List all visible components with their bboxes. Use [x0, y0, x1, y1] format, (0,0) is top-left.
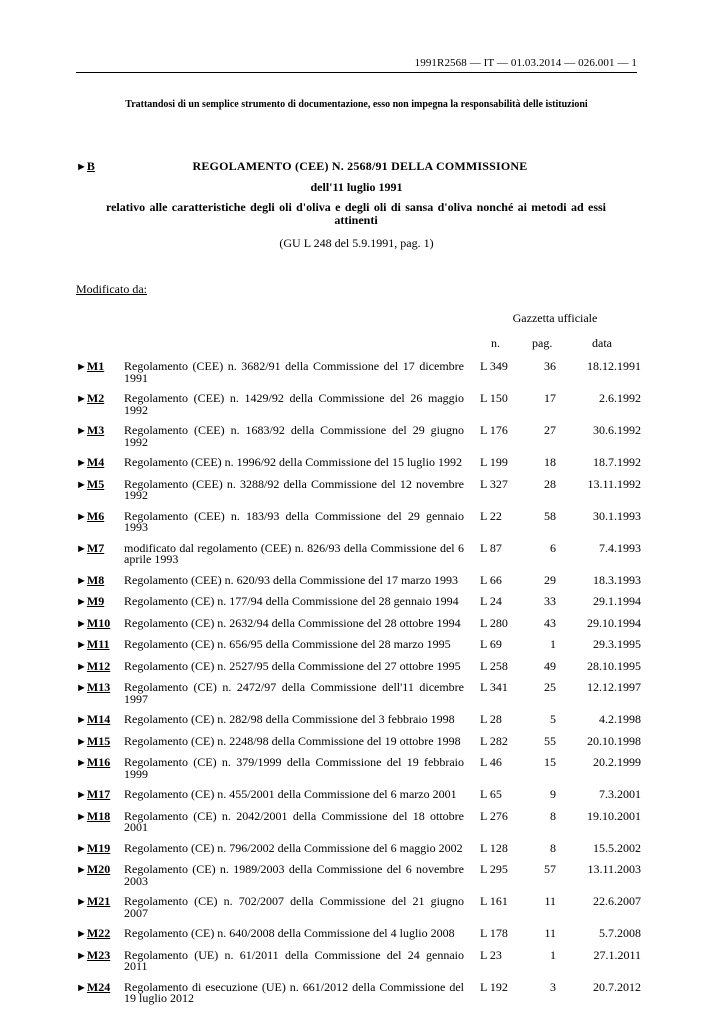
- arrow-right-icon: ►: [76, 714, 87, 726]
- amendment-marker: [76, 864, 124, 887]
- amendment-marker: [76, 896, 124, 919]
- arrow-right-icon: ►: [76, 161, 87, 173]
- table-row: [76, 615, 641, 631]
- amendment-marker-link[interactable]: M21: [86, 894, 111, 908]
- amendment-marker-link[interactable]: M23: [86, 947, 111, 962]
- arrow-right-icon: ►: [76, 735, 87, 748]
- gazette-number: L 341: [480, 680, 508, 694]
- amendment-marker: [76, 639, 124, 652]
- table-row: [76, 425, 641, 448]
- gazette-date: 18.12.1991: [587, 359, 641, 373]
- gazette-date: 28.10.1995: [587, 658, 641, 673]
- table-row: [76, 947, 641, 973]
- gazette-date: 30.6.1992: [593, 423, 641, 437]
- arrow-right-icon: ►: [76, 660, 87, 673]
- amendment-marker-link[interactable]: M2: [86, 391, 105, 405]
- gazette-page: 6: [550, 540, 556, 555]
- table-row: [76, 572, 641, 588]
- gazette-page: 18: [544, 455, 556, 469]
- table-row: [76, 808, 641, 834]
- amendment-marker-link[interactable]: M11: [86, 637, 110, 651]
- amendment-marker: [76, 682, 124, 705]
- amendment-marker-link[interactable]: M8: [86, 572, 105, 587]
- arrow-right-icon: ►: [76, 842, 87, 855]
- amendment-description: Regolamento (CE) n. 2472/97 della Commissione dell'11 dicembre 1997: [124, 680, 464, 706]
- disclaimer: Trattandosi di un semplice strumento di documentazione, esso non impegna la responsabilità delle istituzioni: [125, 99, 588, 110]
- gazette-number: L 176: [480, 423, 508, 437]
- gazette-number: L 65: [480, 787, 502, 801]
- gazette-page: 43: [544, 615, 556, 630]
- table-row: [76, 540, 641, 566]
- gazette-page: 25: [544, 680, 556, 694]
- regulation-date: dell'11 luglio 1991: [310, 180, 403, 194]
- amendment-marker: [76, 789, 124, 802]
- arrow-right-icon: ►: [76, 810, 87, 823]
- table-row: [76, 596, 641, 609]
- gazette-number: L 280: [480, 615, 508, 630]
- arrow-right-icon: ►: [76, 864, 87, 876]
- amendment-marker: [76, 979, 124, 1005]
- gazette-number: L 128: [480, 840, 508, 855]
- gazette-page: 9: [550, 787, 556, 801]
- table-row: [76, 361, 641, 384]
- amendment-description: Regolamento (CE) n. 702/2007 della Commissione del 21 giugno 2007: [124, 894, 464, 920]
- amendment-description: Regolamento (CEE) n. 3288/92 della Commissione del 12 novembre 1992: [124, 476, 464, 502]
- amendment-marker-link[interactable]: M5: [86, 476, 105, 491]
- arrow-right-icon: ►: [76, 682, 87, 694]
- arrow-right-icon: ►: [76, 896, 87, 908]
- arrow-right-icon: ►: [76, 928, 87, 940]
- amendment-description: Regolamento (CE) n. 177/94 della Commissione del 28 gennaio 1994: [124, 594, 459, 608]
- arrow-right-icon: ►: [76, 542, 87, 555]
- gazette-date: 7.4.1993: [599, 540, 641, 555]
- amendment-description: Regolamento (CE) n. 656/95 della Commissione del 28 marzo 1995: [124, 637, 451, 651]
- arrow-right-icon: ►: [76, 393, 87, 405]
- amendment-marker: [76, 596, 124, 609]
- regulation-gu-reference: (GU L 248 del 5.9.1991, pag. 1): [279, 236, 434, 250]
- gazette-number: L 23: [480, 947, 502, 962]
- amendment-description: Regolamento (CEE) n. 1683/92 della Commissione del 29 giugno 1992: [124, 423, 464, 449]
- gazette-page: 3: [550, 979, 556, 994]
- gazette-page: 28: [544, 476, 556, 491]
- gazette-date: 13.11.1992: [587, 476, 641, 491]
- arrow-right-icon: ►: [76, 596, 87, 608]
- amendment-marker: [76, 508, 124, 534]
- gazette-date: 4.2.1998: [599, 712, 641, 726]
- gazette-date: 29.10.1994: [587, 615, 641, 630]
- amendment-description: Regolamento (UE) n. 61/2011 della Commissione del 24 gennaio 2011: [124, 947, 464, 973]
- gazette-date: 15.5.2002: [593, 840, 641, 855]
- amendment-marker-link[interactable]: M24: [86, 979, 111, 994]
- gazette-page: 5: [550, 712, 556, 726]
- amendment-description: Regolamento (CE) n. 1989/2003 della Commissione del 6 novembre 2003: [124, 862, 464, 888]
- amendment-marker: [76, 540, 124, 566]
- gazette-date: 20.2.1999: [593, 755, 641, 769]
- gazette-number: L 66: [480, 572, 502, 587]
- arrow-right-icon: ►: [76, 425, 87, 437]
- gazette-date: 18.7.1992: [593, 455, 641, 469]
- column-header-data: data: [592, 336, 612, 350]
- amendment-marker-link[interactable]: M9: [86, 594, 105, 608]
- amendment-marker: [76, 733, 124, 749]
- table-row: [76, 789, 641, 802]
- amendment-description: Regolamento (CE) n. 640/2008 della Commissione del 4 luglio 2008: [124, 926, 455, 940]
- amendment-description: Regolamento (CE) n. 379/1999 della Commissione del 19 febbraio 1999: [124, 755, 464, 781]
- gazette-date: 2.6.1992: [599, 391, 641, 405]
- gazette-date: 29.1.1994: [593, 594, 641, 608]
- regulation-subtitle: relativo alle caratteristiche degli oli d'oliva e degli oli di sansa d'oliva nonché ai metodi ad essi attinenti: [106, 200, 606, 227]
- gazette-number: L 199: [480, 455, 508, 469]
- gazette-date: 30.1.1993: [593, 508, 641, 523]
- amendment-description: Regolamento (CEE) n. 1996/92 della Commissione del 15 luglio 1992: [124, 455, 462, 469]
- gazette-date: 7.3.2001: [599, 787, 641, 801]
- table-row: [76, 476, 641, 502]
- amendment-description: Regolamento (CE) n. 2632/94 della Commissione del 28 ottobre 1994: [124, 615, 461, 630]
- amendment-description: Regolamento (CE) n. 2248/98 della Commissione del 19 ottobre 1998: [124, 733, 461, 748]
- gazette-page: 27: [544, 423, 556, 437]
- amendment-marker-link[interactable]: M20: [86, 862, 111, 876]
- arrow-right-icon: ►: [76, 361, 87, 373]
- table-row: [76, 658, 641, 674]
- table-row: [76, 393, 641, 416]
- amendment-marker-link[interactable]: M17: [86, 787, 111, 801]
- table-row: [76, 457, 641, 470]
- amendment-description: Regolamento (CEE) n. 620/93 della Commissione del 17 marzo 1993: [124, 572, 458, 587]
- gazette-number: L 46: [480, 755, 502, 769]
- regulation-title: REGOLAMENTO (CEE) N. 2568/91 DELLA COMMISSIONE: [192, 159, 528, 173]
- gazette-date: 5.7.2008: [599, 926, 641, 940]
- column-header-n: n.: [491, 336, 500, 350]
- gazette-number: L 161: [480, 894, 508, 908]
- gazette-number: L 87: [480, 540, 502, 555]
- gazette-date: 20.7.2012: [593, 979, 641, 994]
- gazette-page: 29: [544, 572, 556, 587]
- amendment-marker-link[interactable]: M16: [86, 755, 111, 769]
- amendment-marker-link[interactable]: M10: [86, 615, 111, 630]
- amendment-description: Regolamento (CE) n. 282/98 della Commissione del 3 febbraio 1998: [124, 712, 455, 726]
- amendment-marker-link[interactable]: M1: [86, 359, 105, 373]
- amendment-description: Regolamento (CE) n. 2527/95 della Commissione del 27 ottobre 1995: [124, 658, 461, 673]
- arrow-right-icon: ►: [76, 757, 87, 769]
- amendment-marker: [76, 615, 124, 631]
- amendment-marker: [76, 476, 124, 502]
- gazette-number: L 192: [480, 979, 508, 994]
- amendment-marker-link[interactable]: M13: [86, 680, 111, 694]
- amendment-marker-link[interactable]: M7: [86, 540, 105, 555]
- arrow-right-icon: ►: [76, 617, 87, 630]
- table-row: [76, 508, 641, 534]
- gazette-page: 11: [544, 926, 556, 940]
- amendment-description: Regolamento (CEE) n. 1429/92 della Commissione del 26 maggio 1992: [124, 391, 464, 417]
- gazette-date: 29.3.1995: [593, 637, 641, 651]
- gazette-date: 13.11.2003: [587, 862, 641, 876]
- amendment-marker: [76, 361, 124, 384]
- amendment-description: Regolamento (CEE) n. 183/93 della Commissione del 29 gennaio 1993: [124, 508, 464, 534]
- amendment-marker: [76, 457, 124, 470]
- gazette-date: 27.1.2011: [593, 947, 641, 962]
- amendment-marker: [76, 393, 124, 416]
- gazette-date: 12.12.1997: [587, 680, 641, 694]
- table-row: [76, 864, 641, 887]
- header-rule: [76, 72, 637, 73]
- amendment-marker-link[interactable]: M14: [86, 712, 111, 726]
- gazette-page: 15: [544, 755, 556, 769]
- table-row: [76, 733, 641, 749]
- table-row: [76, 682, 641, 705]
- gazette-page: 17: [544, 391, 556, 405]
- gazette-number: L 178: [480, 926, 508, 940]
- amendment-marker-link[interactable]: M15: [86, 733, 111, 748]
- arrow-right-icon: ►: [76, 949, 87, 962]
- arrow-right-icon: ►: [76, 574, 87, 587]
- table-row: [76, 979, 641, 1005]
- amendment-description: modificato dal regolamento (CEE) n. 826/93 della Commissione del 6 aprile 1993: [124, 540, 464, 566]
- table-row: [76, 928, 641, 941]
- amendment-description: Regolamento (CEE) n. 3682/91 della Commissione del 17 dicembre 1991: [124, 359, 464, 385]
- gazette-number: L 150: [480, 391, 508, 405]
- gazette-page: 8: [550, 808, 556, 823]
- arrow-right-icon: ►: [76, 510, 87, 523]
- amendment-marker: [76, 425, 124, 448]
- gazette-page: 49: [544, 658, 556, 673]
- column-header-pag: pag.: [532, 336, 553, 350]
- amendment-marker-link[interactable]: M19: [86, 840, 111, 855]
- marker-b-link[interactable]: B: [86, 159, 95, 173]
- gazette-page: 55: [544, 733, 556, 748]
- table-row: [76, 896, 641, 919]
- gazette-number: L 349: [480, 359, 508, 373]
- document-reference: 1991R2568 — IT — 01.03.2014 — 026.001 — 1: [414, 57, 637, 69]
- gazette-header: Gazzetta ufficiale: [512, 311, 598, 325]
- arrow-right-icon: ►: [76, 457, 87, 469]
- gazette-date: 22.6.2007: [593, 894, 641, 908]
- gazette-page: 57: [544, 862, 556, 876]
- table-row: [76, 639, 641, 652]
- amendment-marker: [76, 947, 124, 973]
- amendment-marker: [76, 840, 124, 856]
- amendment-description: Regolamento (CE) n. 796/2002 della Commissione del 6 maggio 2002: [124, 840, 463, 855]
- amendment-marker: [76, 928, 124, 941]
- amendment-marker-link[interactable]: M22: [86, 926, 111, 940]
- amendment-marker: [76, 714, 124, 727]
- gazette-page: 33: [544, 594, 556, 608]
- gazette-page: 36: [544, 359, 556, 373]
- gazette-number: L 22: [480, 508, 502, 523]
- table-row: [76, 840, 641, 856]
- amended-by-label: Modificato da:: [76, 282, 147, 296]
- marker-b: [76, 159, 95, 174]
- amendment-marker-link[interactable]: M3: [86, 423, 105, 437]
- gazette-number: L 282: [480, 733, 508, 748]
- arrow-right-icon: ►: [76, 639, 87, 651]
- amendment-marker-link[interactable]: M4: [86, 455, 105, 469]
- gazette-page: 8: [550, 840, 556, 855]
- gazette-number: L 276: [480, 808, 508, 823]
- gazette-page: 1: [550, 947, 556, 962]
- arrow-right-icon: ►: [76, 981, 87, 994]
- gazette-date: 18.3.1993: [593, 572, 641, 587]
- arrow-right-icon: ►: [76, 478, 87, 491]
- arrow-right-icon: ►: [76, 789, 87, 801]
- amendment-marker-link[interactable]: M18: [86, 808, 111, 823]
- gazette-date: 19.10.2001: [587, 808, 641, 823]
- gazette-number: L 295: [480, 862, 508, 876]
- amendment-marker: [76, 658, 124, 674]
- gazette-number: L 28: [480, 712, 502, 726]
- gazette-page: 58: [544, 508, 556, 523]
- table-row: [76, 714, 641, 727]
- amendments-list: [76, 361, 641, 1014]
- amendment-marker-link[interactable]: M6: [86, 508, 105, 523]
- amendment-marker-link[interactable]: M12: [86, 658, 111, 673]
- gazette-page: 11: [544, 894, 556, 908]
- gazette-number: L 258: [480, 658, 508, 673]
- amendment-marker: [76, 572, 124, 588]
- amendment-description: Regolamento (CE) n. 455/2001 della Commissione del 6 marzo 2001: [124, 787, 457, 801]
- amendment-description: Regolamento di esecuzione (UE) n. 661/2012 della Commissione del 19 luglio 2012: [124, 979, 464, 1005]
- gazette-number: L 327: [480, 476, 508, 491]
- amendment-marker: [76, 808, 124, 834]
- gazette-number: L 24: [480, 594, 502, 608]
- gazette-page: 1: [550, 637, 556, 651]
- amendment-description: Regolamento (CE) n. 2042/2001 della Commissione del 18 ottobre 2001: [124, 808, 464, 834]
- gazette-number: L 69: [480, 637, 502, 651]
- table-row: [76, 757, 641, 780]
- gazette-date: 20.10.1998: [587, 733, 641, 748]
- amendment-marker: [76, 757, 124, 780]
